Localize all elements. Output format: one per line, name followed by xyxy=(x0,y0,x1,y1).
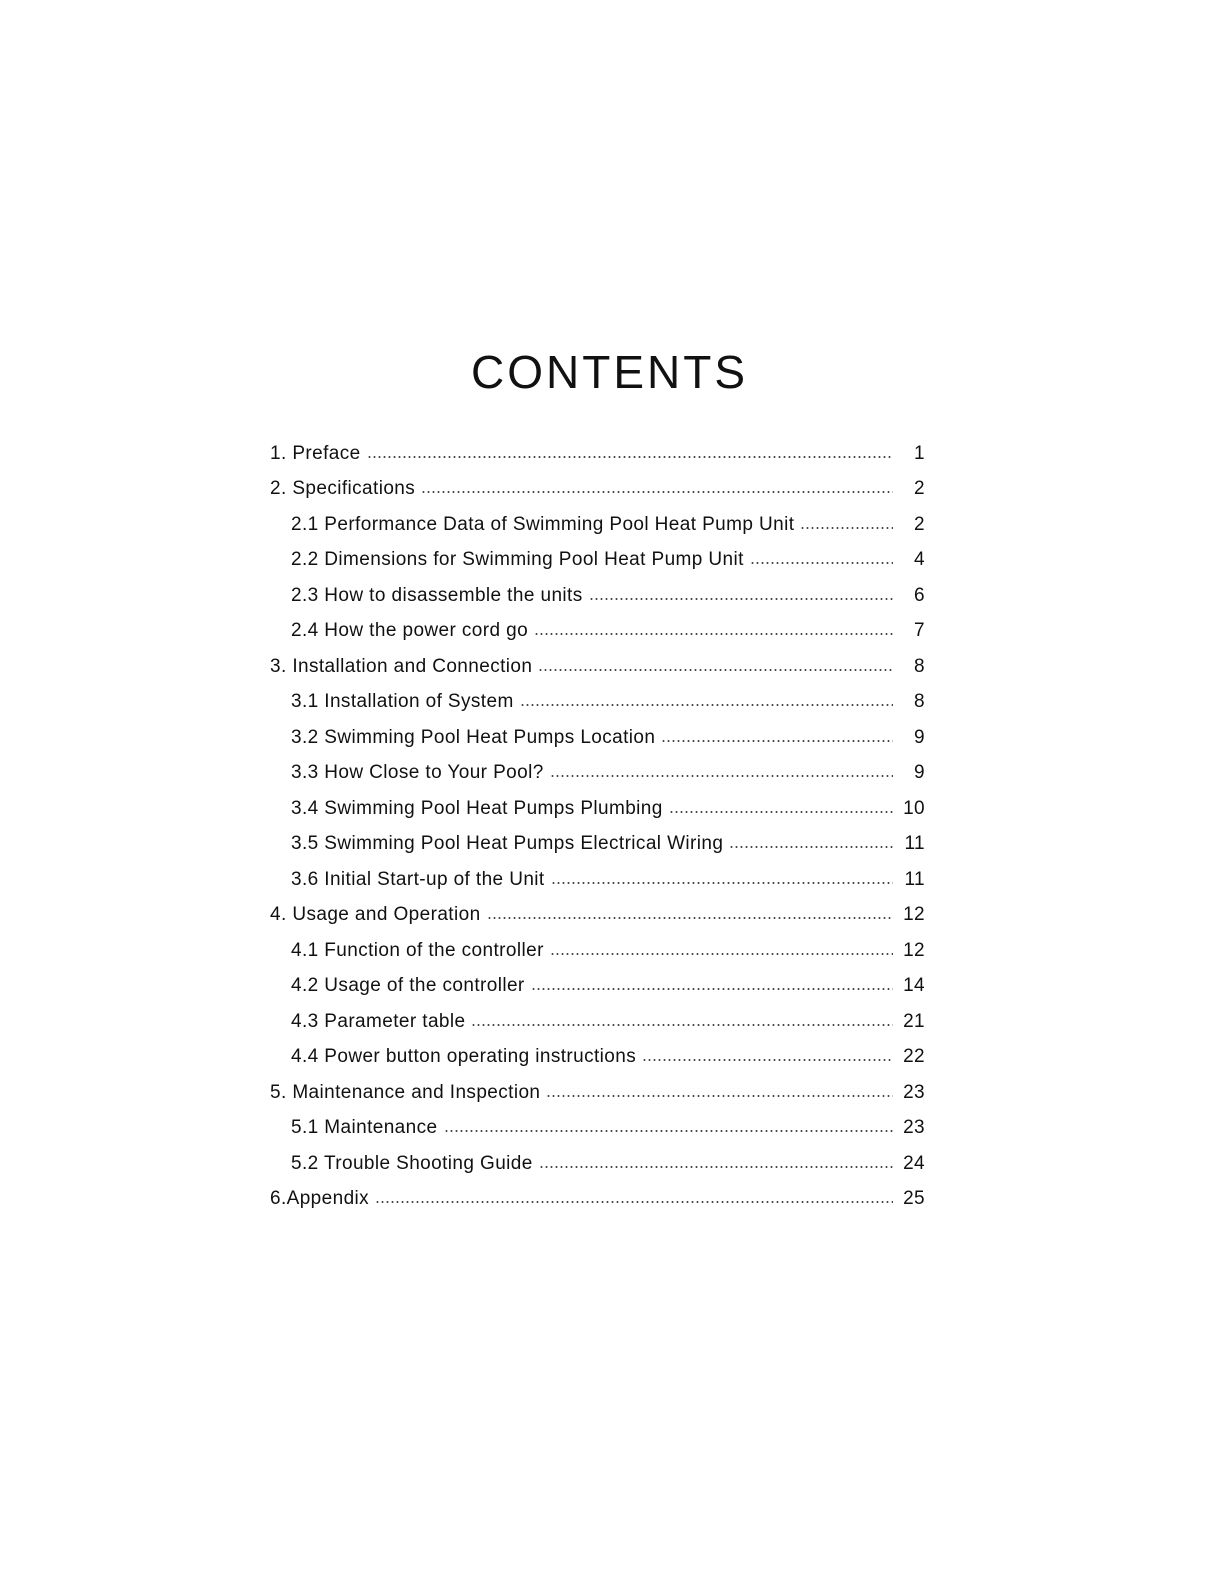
toc-entry-label: 4. Usage and Operation xyxy=(270,904,481,926)
toc-entry-page-number: 14 xyxy=(903,975,925,997)
toc-entry-label: 4.1 Function of the controller xyxy=(291,939,544,961)
dot-leader xyxy=(729,846,893,848)
toc-entry-label: 3.4 Swimming Pool Heat Pumps Plumbing xyxy=(291,797,663,819)
dot-leader xyxy=(444,1130,894,1132)
dot-leader xyxy=(661,740,893,742)
dot-leader xyxy=(551,882,893,884)
toc-entry-page-number: 2 xyxy=(914,513,925,535)
toc-entry-label: 3.5 Swimming Pool Heat Pumps Electrical Wiring xyxy=(291,833,724,855)
toc-entry-page-number: 12 xyxy=(903,904,925,926)
toc-entry-page-number: 24 xyxy=(903,1152,925,1174)
toc-entry[interactable] xyxy=(270,1004,925,1040)
toc-entry-page-number: 10 xyxy=(903,797,925,819)
toc-entry[interactable] xyxy=(270,1111,925,1147)
toc-entry-page-number: 6 xyxy=(914,584,925,606)
toc-entry-page-number: 7 xyxy=(914,620,925,642)
dot-leader xyxy=(531,988,893,990)
toc-entry[interactable] xyxy=(270,827,925,863)
toc-entry[interactable] xyxy=(270,685,925,721)
dot-leader xyxy=(642,1059,893,1061)
dot-leader xyxy=(421,491,893,493)
dot-leader xyxy=(375,1201,893,1203)
toc-entry[interactable] xyxy=(270,649,925,685)
toc-entry-label: 2.2 Dimensions for Swimming Pool Heat Pump Unit xyxy=(291,549,744,571)
table-of-contents xyxy=(270,436,925,1217)
toc-entry[interactable] xyxy=(270,1182,925,1218)
toc-entry[interactable] xyxy=(270,969,925,1005)
toc-entry-label: 3.1 Installation of System xyxy=(291,691,514,713)
dot-leader xyxy=(750,562,893,564)
toc-entry[interactable] xyxy=(270,720,925,756)
toc-entry-page-number: 8 xyxy=(914,691,925,713)
dot-leader xyxy=(800,527,893,529)
toc-entry-label: 5.2 Trouble Shooting Guide xyxy=(291,1152,533,1174)
toc-entry-label: 2.1 Performance Data of Swimming Pool Heat Pump Unit xyxy=(291,513,795,535)
toc-entry[interactable] xyxy=(270,933,925,969)
toc-entry-label: 2.3 How to disassemble the units xyxy=(291,584,583,606)
toc-entry-page-number: 2 xyxy=(914,478,925,500)
dot-leader xyxy=(367,456,893,458)
toc-entry-page-number: 25 xyxy=(903,1188,925,1210)
dot-leader xyxy=(539,1166,893,1168)
toc-entry-page-number: 9 xyxy=(914,726,925,748)
dot-leader xyxy=(534,633,893,635)
toc-entry-label: 2.4 How the power cord go xyxy=(291,620,529,642)
page-title: CONTENTS xyxy=(471,346,748,398)
toc-entry[interactable] xyxy=(270,614,925,650)
toc-entry-page-number: 11 xyxy=(904,833,925,855)
toc-entry-page-number: 22 xyxy=(903,1046,925,1068)
dot-leader xyxy=(471,1024,893,1026)
toc-entry[interactable] xyxy=(270,862,925,898)
toc-entry[interactable] xyxy=(270,1040,925,1076)
toc-entry[interactable] xyxy=(270,578,925,614)
dot-leader xyxy=(589,598,893,600)
toc-entry-label: 6.Appendix xyxy=(270,1188,370,1210)
toc-entry-page-number: 8 xyxy=(914,655,925,677)
toc-entry[interactable] xyxy=(270,791,925,827)
toc-entry-label: 4.4 Power button operating instructions xyxy=(291,1046,637,1068)
toc-entry[interactable] xyxy=(270,472,925,508)
toc-entry[interactable] xyxy=(270,436,925,472)
toc-entry-label: 1. Preface xyxy=(270,442,361,464)
toc-entry[interactable] xyxy=(270,1146,925,1182)
toc-entry-label: 5. Maintenance and Inspection xyxy=(270,1081,541,1103)
toc-entry[interactable] xyxy=(270,543,925,579)
toc-entry-page-number: 21 xyxy=(903,1010,925,1032)
dot-leader xyxy=(550,775,893,777)
toc-entry-label: 2. Specifications xyxy=(270,478,416,500)
toc-entry-label: 3. Installation and Connection xyxy=(270,655,533,677)
toc-entry-page-number: 12 xyxy=(903,939,925,961)
dot-leader xyxy=(538,669,893,671)
toc-entry-page-number: 9 xyxy=(914,762,925,784)
dot-leader xyxy=(487,917,893,919)
toc-entry[interactable] xyxy=(270,507,925,543)
dot-leader xyxy=(550,953,893,955)
toc-entry-label: 3.3 How Close to Your Pool? xyxy=(291,762,544,784)
toc-entry-page-number: 23 xyxy=(903,1081,925,1103)
toc-entry-page-number: 1 xyxy=(914,442,925,464)
toc-entry[interactable] xyxy=(270,898,925,934)
toc-entry-page-number: 23 xyxy=(903,1117,925,1139)
toc-entry-page-number: 11 xyxy=(904,868,925,890)
toc-entry-label: 3.6 Initial Start-up of the Unit xyxy=(291,868,545,890)
dot-leader xyxy=(520,704,893,706)
dot-leader xyxy=(669,811,893,813)
toc-entry-label: 4.2 Usage of the controller xyxy=(291,975,525,997)
toc-entry-page-number: 4 xyxy=(914,549,925,571)
dot-leader xyxy=(546,1095,893,1097)
toc-entry-label: 3.2 Swimming Pool Heat Pumps Location xyxy=(291,726,656,748)
toc-entry-label: 4.3 Parameter table xyxy=(291,1010,466,1032)
toc-entry[interactable] xyxy=(270,756,925,792)
toc-entry[interactable] xyxy=(270,1075,925,1111)
toc-entry-label: 5.1 Maintenance xyxy=(291,1117,438,1139)
